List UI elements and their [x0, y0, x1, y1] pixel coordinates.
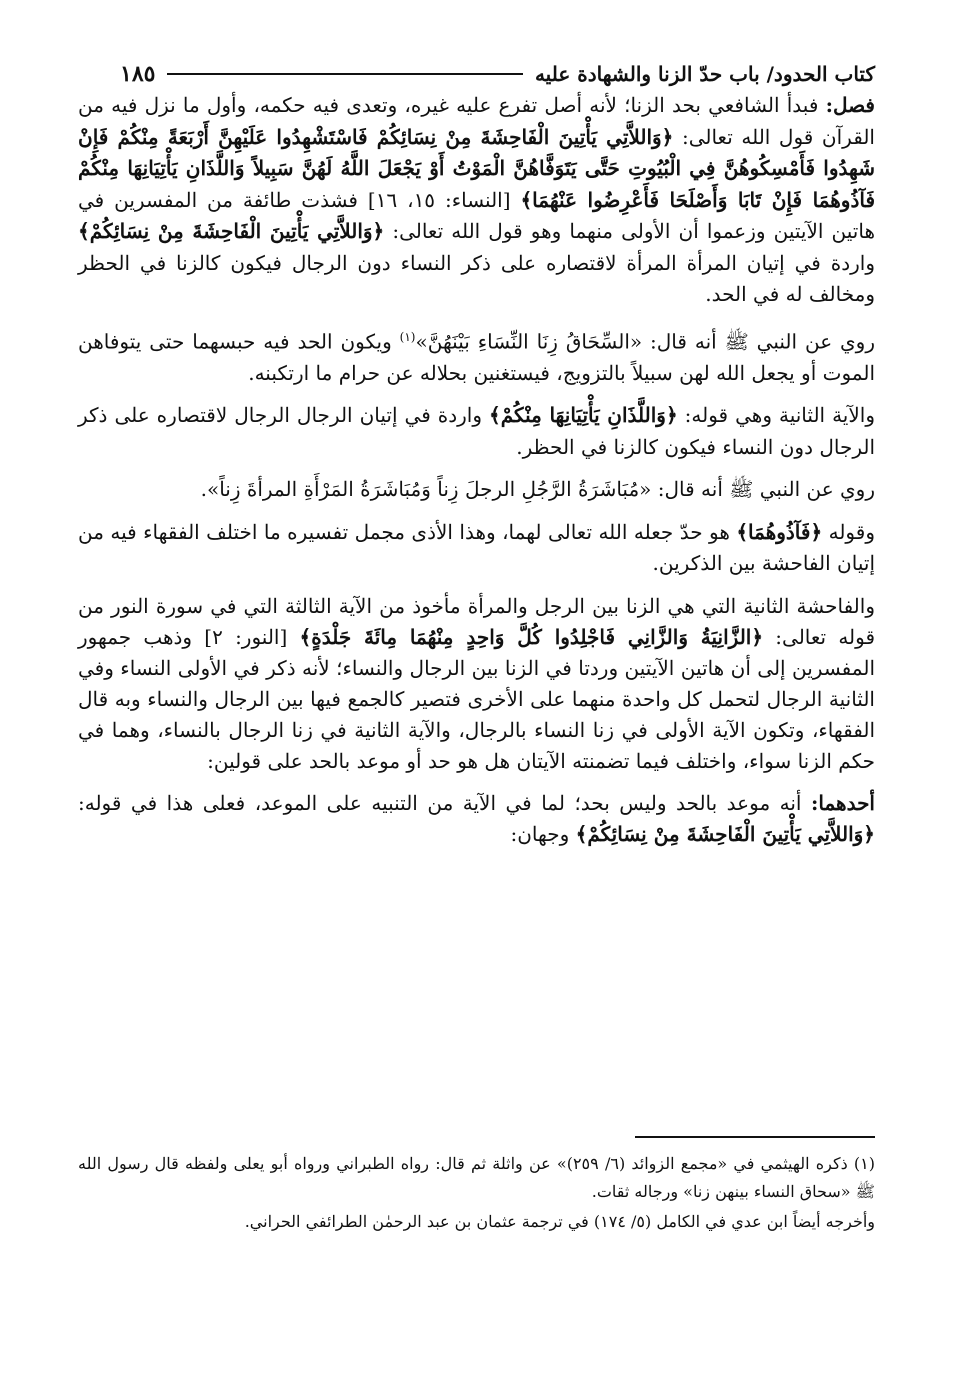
footnote-ref[interactable]: (١)	[399, 329, 416, 344]
quran-verse: ﴿فَآذُوهُمَا﴾	[736, 519, 823, 544]
paragraph-text: فبدأ الشافعي بحد الزنا؛ لأنه أصل تفرع عليه غيره، وتعدى فيه حكمه، وأول ما نزل فيه من القرآن قول الله تعالى:	[78, 93, 875, 149]
paragraph-text: هو حدّ جعله الله تعالى لهما، وهذا الأذى مجمل تفسيره ما اختلف الفقهاء فيه من إتيان الفاحشة بين الذكرين.	[78, 519, 875, 576]
paragraph-text: واردة في إتيان الرجال الرجال لاقتصاره على ذكر الرجال دون النساء فيكون كالزنا في الحظر.	[78, 403, 875, 459]
section-label: فصل:	[825, 93, 875, 117]
footnote-divider	[635, 1136, 875, 1138]
chapter-title: كتاب الحدود/ باب حدّ الزنا والشهادة عليه	[534, 62, 875, 86]
paragraph-1	[78, 90, 875, 311]
quran-verse: ﴿وَاللَّذَانِ يَأْتِيَانِهَا مِنْكُمْ﴾	[489, 403, 678, 428]
quran-verse: ﴿وَاللاَّتِي يَأْتِينَ الْفَاحِشَةَ مِنْ نِسَائِكُمْ﴾	[78, 219, 385, 243]
paragraph-text: والفاحشة الثانية التي هي الزنا بين الرجل والمرأة مأخوذ من الآية الثالثة التي في سورة النور من قوله تعالى:	[78, 593, 876, 649]
page-number: ١٨٥	[120, 61, 156, 87]
paragraph-5	[78, 517, 875, 580]
paragraph-text: واردة في إتيان المرأة المرأة لاقتصاره على ذكر النساء دون الرجال فيكون كالزنا في الحظر ومخالف له في الحد.	[78, 250, 875, 306]
paragraph-text: وجهان:	[510, 822, 576, 847]
footnotes	[78, 1150, 875, 1238]
paragraph-text: أنه موعد بالحد وليس بحد؛ لما في الآية من التنبيه على الموعد، فعلى هذا في قوله:	[78, 790, 811, 815]
paragraph-2	[78, 322, 875, 390]
paragraph-text: روي عن النبي ﷺ أنه قال: «السِّحَاقُ زِنَا النِّسَاءِ بَيْنَهُنَّ»	[415, 329, 876, 354]
paragraph-6	[78, 591, 875, 777]
footnote-item: (١) ذكره الهيثمي في «مجمع الزوائد (٦/ ٢٥٩)» عن واثلة ثم قال: رواه الطبراني ورواه أبو يعلى ولفظه قال رسول الله ﷺ «سحاق النساء بينهن زنا» ورجاله ثقات.	[78, 1154, 876, 1201]
paragraph-text: ويكون الحد فيه حبسهما حتى يتوفاهن الموت أو يجعل الله لهن سبيلاً بالتزويج، فيستغنين بحلاله عن حرام ما ارتكبنه.	[78, 329, 875, 385]
paragraph-text: وقوله	[822, 519, 875, 544]
quran-verse: ﴿وَاللاَّتِي يَأْتِينَ الْفَاحِشَةَ مِنْ نِسَائِكُمْ﴾	[575, 822, 875, 847]
paragraph-4	[78, 474, 875, 506]
item-label: أحدهما:	[810, 790, 875, 815]
paragraph-text: والآية الثانية وهي قوله:	[677, 403, 875, 428]
paragraph-7	[78, 788, 875, 851]
paragraph-text: [النور: ٢] وذهب جمهور المفسرين إلى أن هاتين الآيتين وردتا في الزنا بين الرجال والنساء؛ لأنه ذكر في الأولى النساء وفي الثانية الرجال لتحمل كل واحدة منهما على الأخرى فتصير كالجمع فيها بين الرجال والنساء وبه قال الفقهاء، وتكون الآية الأولى في زنا النساء بالرجال، والآية الثانية في زنا الرجال بالنساء، وهما في حكم الزنا سواء، واختلف فيما تضمنته الآيتان هل هو حد أو موعد بالحد على قولين:	[78, 624, 875, 773]
quran-verse: ﴿الزَّانِيَةُ وَالزَّانِي فَاجْلِدُوا كُلَّ وَاحِدٍ مِنْهُمَا مِائَةَ جَلْدَةٍ﴾	[299, 624, 764, 649]
paragraph-text: [النساء: ١٥، ١٦] فشذت طائفة من المفسرين في هاتين الآيتين وزعموا أن الأولى منهما وهو قول الله تعالى:	[78, 187, 875, 243]
paragraph-3	[78, 400, 875, 463]
footnote-item: وأخرجه أيضاً ابن عدي في الكامل (٥/ ١٧٤) في ترجمة عثمان بن عبد الرحمٰن الطرائفي الحراني.	[244, 1212, 875, 1231]
quran-verse: ﴿وَاللاَّتِي يَأْتِينَ الْفَاحِشَةَ مِنْ نِسَائِكُمْ فَاسْتَشْهِدُوا عَلَيْهِنَّ أَرْبَعَةً مِنْكُمْ فَإِنْ شَهِدُوا فَأَمْسِكُوهُنَّ فِي الْبُيُوتِ حَتَّى يَتَوَفَّاهُنَّ الْمَوْتُ أَوْ يَجْعَلَ اللَّهُ لَهُنَّ سَبِيلاً وَاللَّذَانِ يَأْتِيَانِهَا مِنْكُمْ فَآذُوهُمَا فَإِنْ تَابَا وَأَصْلَحَا فَأَعْرِضُوا عَنْهُمَا﴾	[78, 124, 876, 212]
header-rule	[167, 73, 523, 75]
paragraph-text: روي عن النبي ﷺ أنه قال: «مُبَاشَرَةُ الرَّجُلِ الرجلَ زِناً وَمُبَاشَرَةُ المَرْأَةِ المرأةَ زِناً».	[200, 477, 875, 502]
main-text	[78, 90, 875, 862]
